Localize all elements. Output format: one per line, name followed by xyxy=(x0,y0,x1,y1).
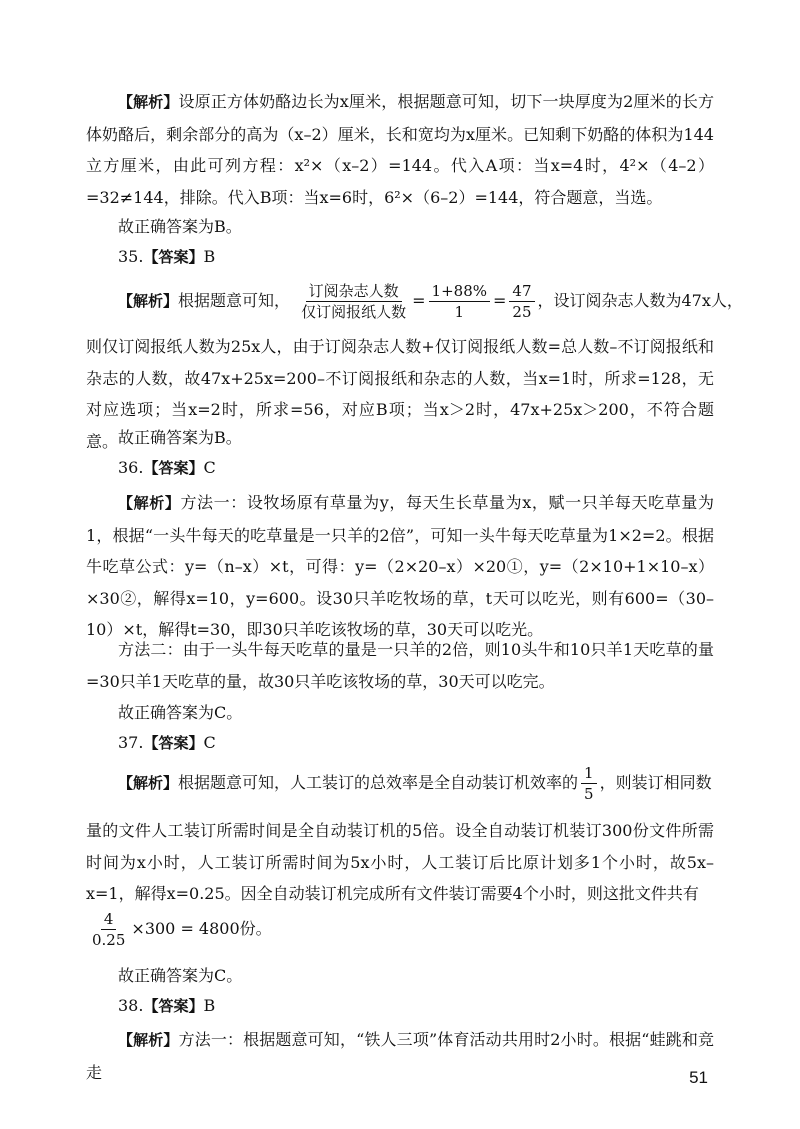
q35-answer: B xyxy=(203,247,216,266)
q35-fraction-ratio xyxy=(298,282,409,321)
q36-conclusion: 故正确答案为C。 xyxy=(118,703,243,722)
q35-frac1-bottom: 仅订阅报纸人数 xyxy=(301,303,407,321)
q38-analysis-tag: 【解析】 xyxy=(118,1031,179,1049)
q35-frac1-top: 订阅杂志人数 xyxy=(306,282,402,302)
q37-analysis-tag: 【解析】 xyxy=(118,774,179,792)
q35-conclusion: 故正确答案为B。 xyxy=(118,428,242,447)
q38-answer: B xyxy=(203,996,216,1015)
q35-number: 35. xyxy=(118,247,144,266)
q34-conclusion: 故正确答案为B。 xyxy=(118,217,242,236)
q35-frac3-top: 47 xyxy=(509,282,534,302)
q38-number: 38. xyxy=(118,996,144,1015)
q34-analysis xyxy=(86,86,714,213)
q35-formula-line xyxy=(118,282,743,321)
q35-answer-tag: 【答案】 xyxy=(143,248,204,266)
q37-number: 37. xyxy=(118,733,144,752)
q35-frac2-top: 1+88% xyxy=(429,282,490,302)
q37-answer: C xyxy=(203,733,216,752)
q37-formula-line xyxy=(118,764,712,803)
q37-frac-bottom: 5 xyxy=(584,785,594,803)
q36-method-two: 方法二：由于一头牛每天吃草的量是一只羊的2倍，则10头牛和10只羊1天吃草的量=30只羊1天吃草的量，故30只羊吃该牧场的草，30天可以吃完。 xyxy=(86,640,714,691)
q36-answer-line xyxy=(118,457,216,478)
q35-fraction-percent xyxy=(429,282,490,321)
q38-answer-tag: 【答案】 xyxy=(143,997,204,1015)
q37-fraction-efficiency xyxy=(581,764,597,803)
q37-calc-top: 4 xyxy=(101,910,117,930)
q37-analysis-body: 量的文件人工装订所需时间是全自动装订机的5倍。设全自动装订机装订300份文件所需时间为x小时，人工装订所需时间为5x小时，人工装订后比原计划多1个小时，故5x–x=1，解得x=0.25。因全自动装订机完成所有文件装订需要4个小时，则这批文件共有 xyxy=(86,821,714,903)
q37-calc-bottom: 0.25 xyxy=(92,931,126,949)
q35-equals-1: = xyxy=(412,291,426,310)
q35-lead: 根据题意可知， xyxy=(178,291,291,310)
q35-frac3-bottom: 25 xyxy=(512,303,532,321)
q35-analysis-body: 则仅订阅报纸人数为25x人，由于订阅杂志人数+仅订阅报纸人数=总人数–不订阅报纸和杂志的人数，故47x+25x=200–不订阅报纸和杂志的人数，当x=1时，所求=128，无对应选项；当x=2时，所求=56，对应B项；当x＞2时，47x+25x＞200，不符合题意。 xyxy=(86,337,714,451)
q37-calc-fraction xyxy=(89,910,128,949)
q38-answer-line xyxy=(118,995,215,1016)
q36-analysis-tag: 【解析】 xyxy=(118,494,181,512)
q36-answer-tag: 【答案】 xyxy=(143,459,204,477)
q37-conclusion: 故正确答案为C。 xyxy=(118,966,243,985)
q37-lead: 根据题意可知，人工装订的总效率是全自动装订机效率的 xyxy=(178,773,579,792)
q34-analysis-tag: 【解析】 xyxy=(118,93,179,111)
q37-answer-tag: 【答案】 xyxy=(143,734,204,752)
q37-answer-line xyxy=(118,732,216,753)
q37-after-fraction: ，则装订相同数 xyxy=(599,773,712,792)
q34-analysis-text: 设原正方体奶酪边长为x厘米，根据题意可知，切下一块厚度为2厘米的长方体奶酪后，剩余部分的高为（x–2）厘米，长和宽均为x厘米。已知剩下奶酪的体积为144立方厘米，由此可列方程：x²×（x–2）=144。代入A项：当x=4时，4²×（4–2）=32≠144，排除。代入B项：当x=6时，6²×（6–2）=144，符合题意，当选。 xyxy=(86,92,714,207)
q36-answer: C xyxy=(203,458,216,477)
q35-after-fraction: ，设订阅杂志人数为47x人， xyxy=(537,291,743,310)
q38-analysis-text: 方法一：根据题意可知，“铁人三项”体育活动共用时2小时。根据“蛙跳和竞走 xyxy=(86,1030,714,1082)
q35-analysis-tag: 【解析】 xyxy=(118,292,179,310)
q35-equals-2: = xyxy=(493,291,507,310)
q38-analysis xyxy=(86,1024,714,1088)
page-number: 51 xyxy=(689,1068,708,1087)
q36-method1-text: 方法一：设牧场原有草量为y，每天生长草量为x，赋一只羊每天吃草量为1，根据“一头牛每天的吃草量是一只羊的2倍”，可知一头牛每天吃草量为1×2=2。根据牛吃草公式：y=（n–x）×t，可得：y=（2×20–x）×20①，y=（2×10+1×10–x）×30②，解得x=10，y=600。设30只羊吃牧场的草，t天可以吃光，则有600=（30–10）×t，解得t=30，即30只羊吃该牧场的草，30天可以吃光。 xyxy=(86,493,714,639)
q36-method-one xyxy=(86,487,714,646)
q37-calc-rest: ×300 = 4800份。 xyxy=(131,919,272,938)
q36-number: 36. xyxy=(118,458,144,477)
q35-answer-line xyxy=(118,246,215,267)
q37-frac-top: 1 xyxy=(581,764,597,784)
q37-calculation xyxy=(86,910,272,949)
q35-frac2-bottom: 1 xyxy=(454,303,465,321)
q35-fraction-result xyxy=(509,282,534,321)
